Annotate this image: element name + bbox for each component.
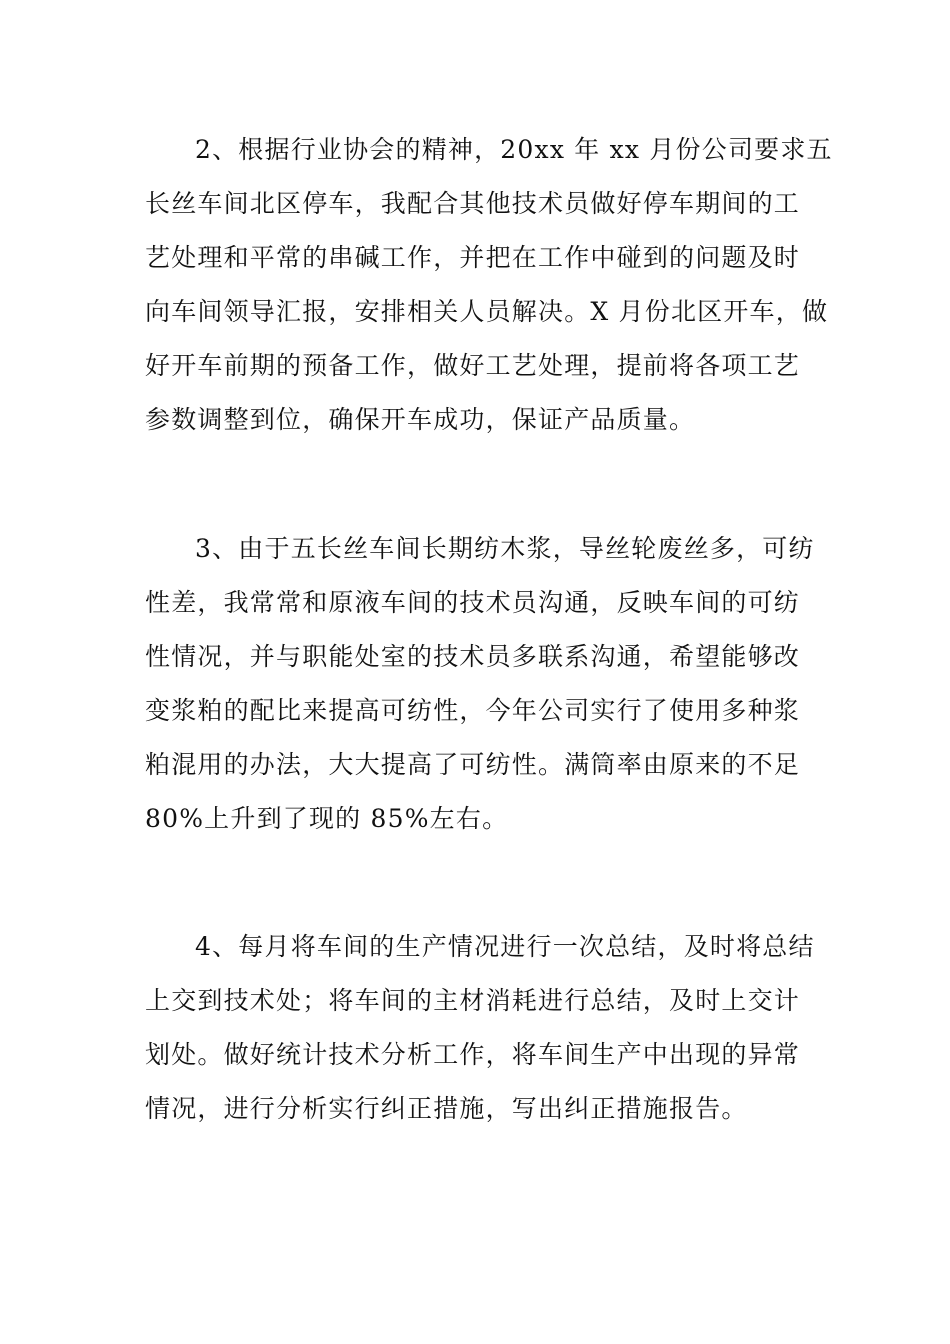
- paragraph-line: 划处。做好统计技术分析工作，将车间生产中出现的异常: [145, 1040, 801, 1069]
- paragraph-line: 性差，我常常和原液车间的技术员沟通，反映车间的可纺: [145, 588, 801, 617]
- paragraph-3: [145, 522, 815, 846]
- paragraph-line: 4、每月将车间的生产情况进行一次总结，及时将总结: [195, 932, 815, 961]
- paragraph-line: 性情况，并与职能处室的技术员多联系沟通，希望能够改: [145, 642, 801, 671]
- paragraph-line: 80%上升到了现的 85%左右。: [145, 804, 509, 833]
- paragraph-line: 粕混用的办法，大大提高了可纺性。满筒率由原来的不足: [145, 750, 801, 779]
- paragraph-line: 长丝车间北区停车，我配合其他技术员做好停车期间的工: [145, 189, 801, 218]
- paragraph-4: [145, 920, 815, 1136]
- paragraph-line: 艺处理和平常的串碱工作，并把在工作中碰到的问题及时: [145, 243, 801, 272]
- paragraph-line: 参数调整到位，确保开车成功，保证产品质量。: [145, 405, 696, 434]
- paragraph-line: 情况，进行分析实行纠正措施，写出纠正措施报告。: [145, 1094, 748, 1123]
- paragraph-2: [145, 123, 833, 447]
- paragraph-line: 3、由于五长丝车间长期纺木浆，导丝轮废丝多，可纺: [195, 534, 815, 563]
- paragraph-line: 上交到技术处；将车间的主材消耗进行总结，及时上交计: [145, 986, 801, 1015]
- paragraph-line: 好开车前期的预备工作，做好工艺处理，提前将各项工艺: [145, 351, 801, 380]
- paragraph-line: 2、根据行业协会的精神，20xx 年 xx 月份公司要求五: [195, 135, 833, 164]
- paragraph-line: 变浆粕的配比来提高可纺性，今年公司实行了使用多种浆: [145, 696, 801, 725]
- paragraph-line: 向车间领导汇报，安排相关人员解决。X 月份北区开车，做: [145, 297, 829, 326]
